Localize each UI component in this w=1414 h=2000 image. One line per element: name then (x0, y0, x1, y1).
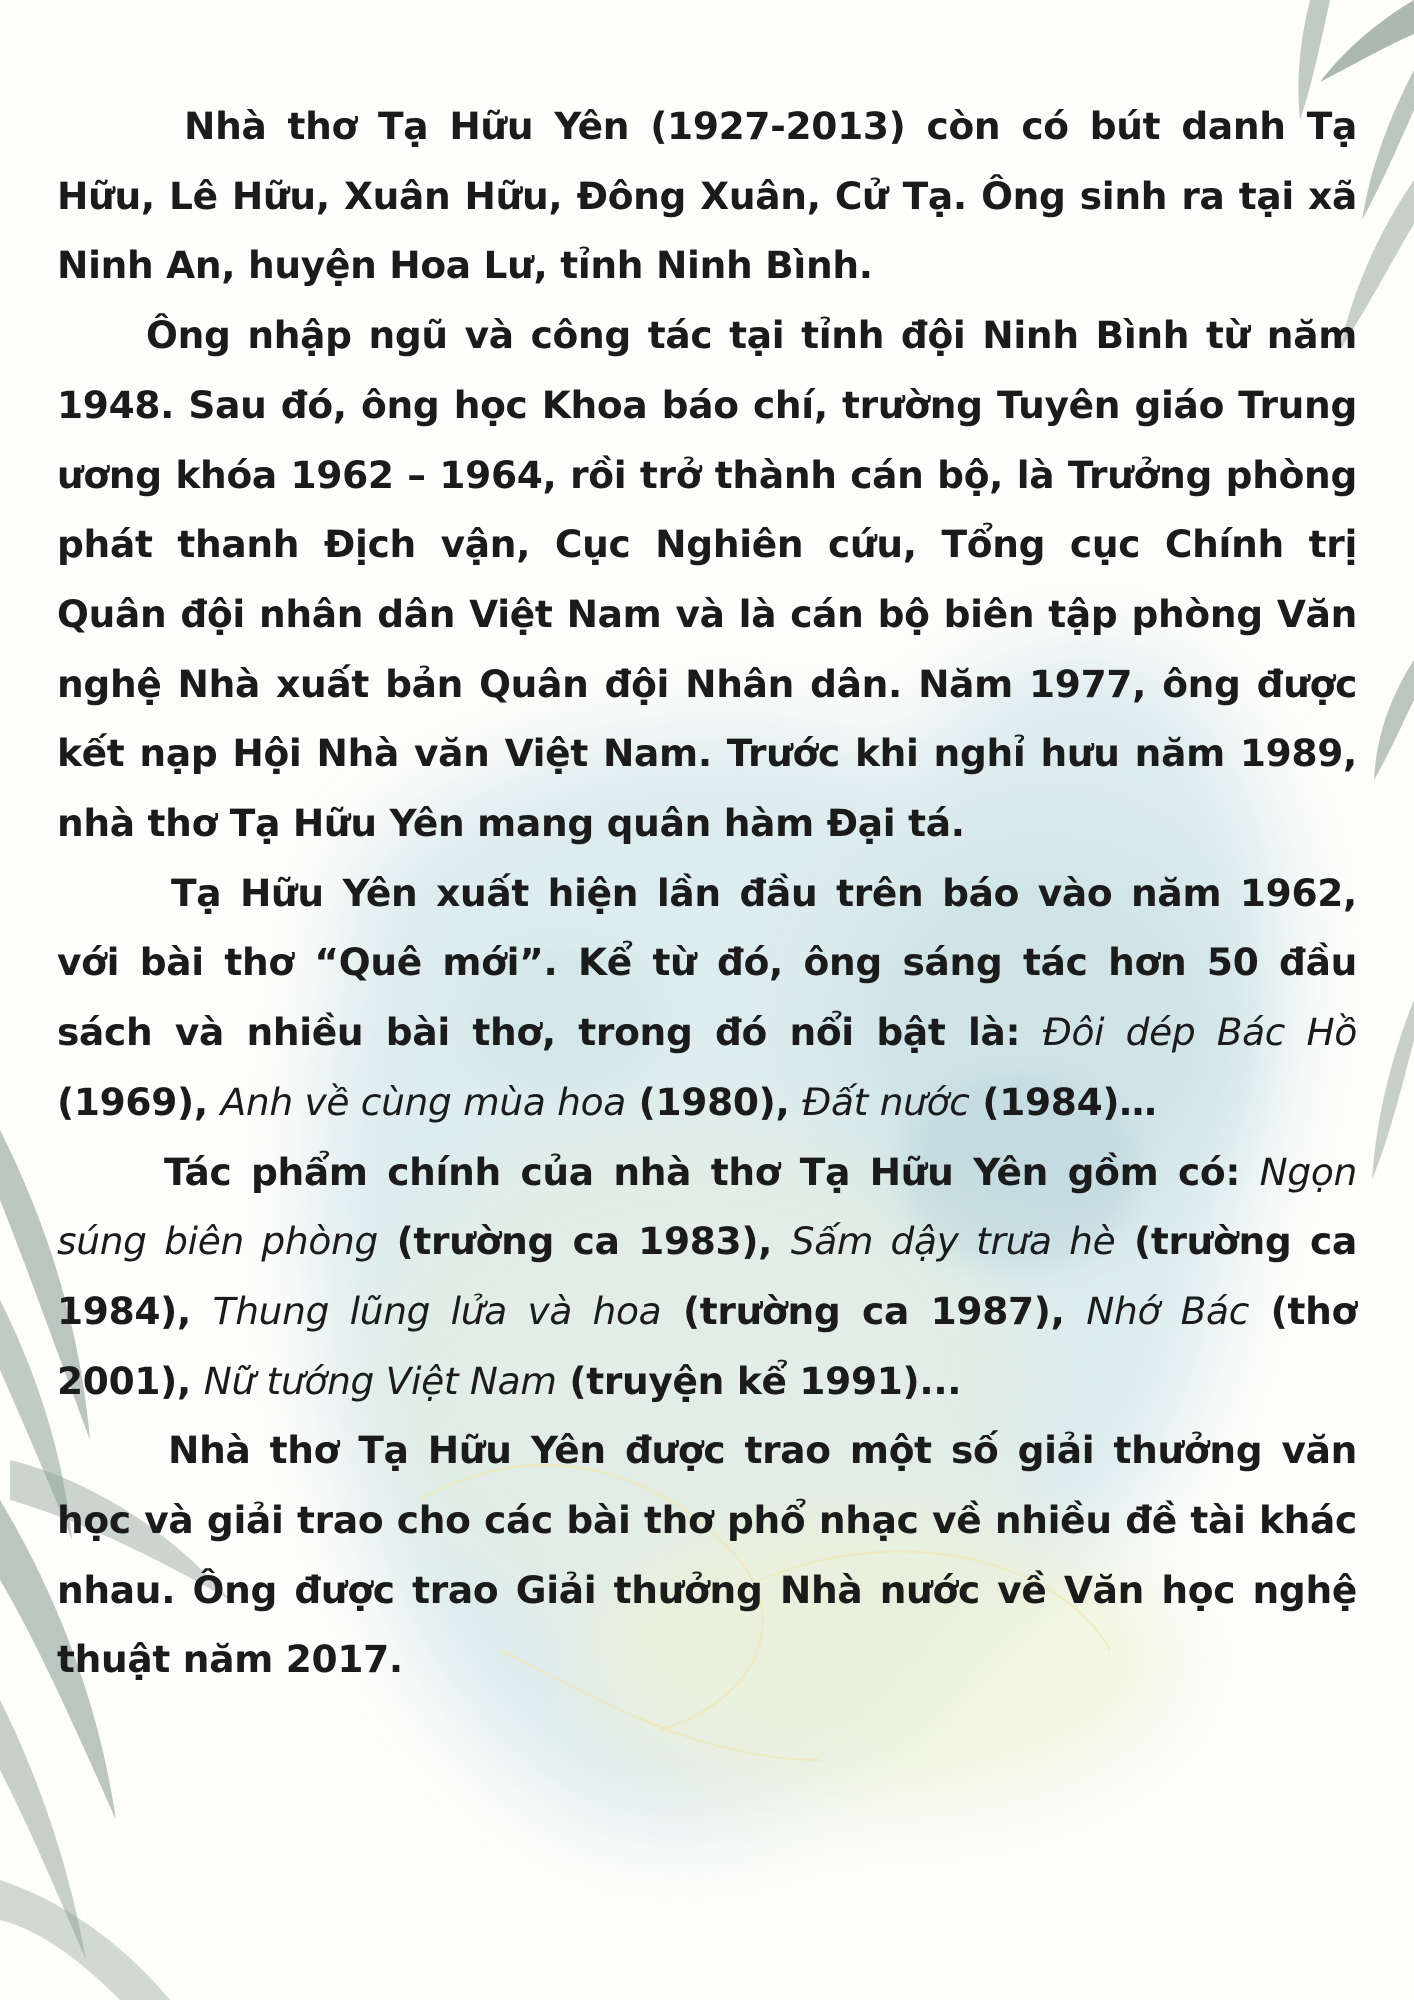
bamboo-leaves-right (1372, 660, 1414, 1180)
book-title: Nữ tướng Việt Nam (203, 1358, 557, 1403)
paragraph-works (57, 1138, 1357, 1417)
paragraph-awards: Nhà thơ Tạ Hữu Yên được trao một số giải thưởng văn học và giải trao cho các bài thơ phổ nhạc về nhiều đề tài khác nhau. Ông được trao Giải thưởng Nhà nước về Văn học nghệ thuật năm 2017. (57, 1428, 1357, 1682)
text-segment: (1969), (57, 1079, 221, 1124)
paragraph-career: Ông nhập ngũ và công tác tại tỉnh đội Ninh Bình từ năm 1948. Sau đó, ông học Khoa báo chí, trường Tuyên giáo Trung ương khóa 1962 – 1964, rồi trở thành cán bộ, là Trưởng phòng phát thanh Địch vận, Cục Nghiên cứu, Tổng cục Chính trị Quân đội nhân dân Việt Nam và là cán bộ biên tập phòng Văn nghệ Nhà xuất bản Quân đội Nhân dân. Năm 1977, ông được kết nạp Hội Nhà văn Việt Nam. Trước khi nghỉ hưu năm 1989, nhà thơ Tạ Hữu Yên mang quân hàm Đại tá. (57, 313, 1357, 846)
book-title: Anh về cùng mùa hoa (220, 1079, 626, 1124)
book-title: Ngọn súng biên phòng (57, 1149, 1357, 1264)
text-segment: (trường ca 1987), (661, 1288, 1087, 1333)
book-title: Sấm dậy trưa hè (790, 1219, 1116, 1264)
paragraph-bio-intro: Nhà thơ Tạ Hữu Yên (1927-2013) còn có bút danh Tạ Hữu, Lê Hữu, Xuân Hữu, Đông Xuân, Cử Tạ. Ông sinh ra tại xã Ninh An, huyện Hoa Lư, tỉnh Ninh Bình. (57, 104, 1357, 288)
text-segment: (1984)… (969, 1079, 1157, 1124)
text-segment: Tác phẩm chính của nhà thơ Tạ Hữu Yên gồm có: (164, 1149, 1260, 1194)
book-title: Đôi dép Bác Hồ (1042, 1010, 1357, 1055)
article-body (57, 92, 1357, 1695)
text-segment: Tạ Hữu Yên xuất hiện lần đầu trên báo vào năm 1962, với bài thơ “Quê mới”. Kể từ đó, ông sáng tác hơn 50 đầu sách và nhiều bài thơ, trong đó nổi bật là: (57, 870, 1357, 1055)
text-segment: (truyện kể 1991)... (556, 1358, 962, 1403)
text-segment: (1980), (625, 1079, 803, 1124)
paragraph-debut (57, 859, 1357, 1138)
text-segment: (trường ca 1983), (378, 1219, 791, 1264)
book-title: Đất nước (802, 1079, 970, 1124)
text-segment: (thơ 2001), (57, 1288, 1357, 1403)
book-title: Thung lũng lửa và hoa (212, 1288, 662, 1333)
book-title: Nhớ Bác (1086, 1288, 1250, 1333)
text-segment: (trường ca 1984), (57, 1219, 1357, 1333)
